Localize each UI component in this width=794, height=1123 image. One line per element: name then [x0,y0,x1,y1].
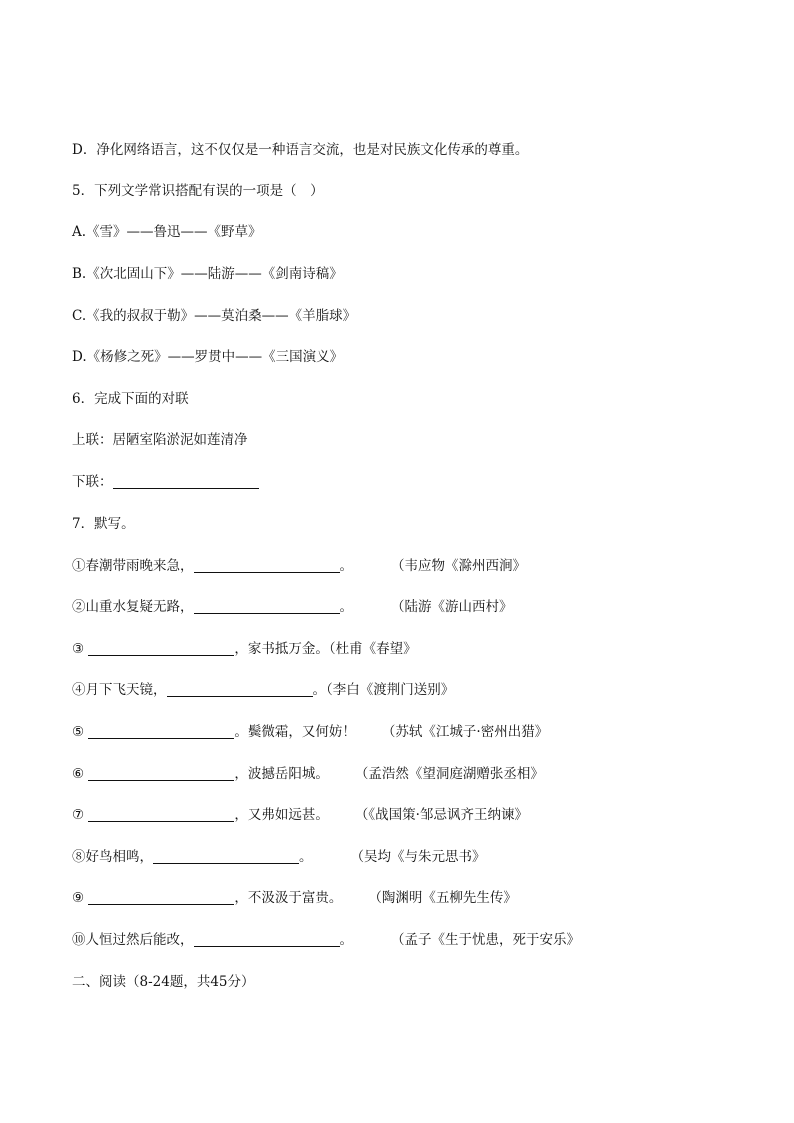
item-suffix: ，不汲汲于富贵。 [234,890,343,906]
item-suffix: ，又弗如远甚。 [234,807,329,823]
item-prefix: ①春潮带雨晚来急， [72,558,194,574]
q6-stem: 6．完成下面的对联 [72,391,189,407]
answer-blank[interactable] [113,474,259,489]
item-prefix: ⑤ [72,724,89,740]
q7-item-3 [72,639,754,659]
item-prefix: ②山重水复疑无路， [72,599,194,615]
item-prefix: ⑥ [72,766,89,782]
answer-blank[interactable] [194,599,340,614]
item-prefix: ⑩人恒过然后能改， [72,932,194,948]
answer-blank[interactable] [88,724,234,739]
section-2-title: 二、阅读（8-24题，共45分） [72,974,255,990]
q5-option-c: C.《我的叔叔于勒》——莫泊桑——《羊脂球》 [72,308,357,324]
answer-blank[interactable] [88,641,234,656]
item-prefix: ④月下飞天镜， [72,682,167,698]
item-suffix: ，波撼岳阳城。 [234,766,329,782]
item-prefix: ③ [72,641,89,657]
q5-option-a: A.《雪》——鲁迅——《野草》 [72,224,262,240]
item-source: （孟子《生于忧患，死于安乐》 [391,932,580,948]
item-prefix: ⑨ [72,890,89,906]
item-suffix: 。 [339,932,353,948]
item-source: （韦应物《滁州西涧》 [391,558,526,574]
q7-item-9 [72,888,754,908]
item-suffix: 。 [299,849,313,865]
answer-blank[interactable] [167,682,313,697]
q6-lower-couplet [72,472,754,492]
item-source: （陆游《游山西村》 [391,599,513,615]
item-suffix: 。 [312,682,326,698]
item-suffix: 。鬓微霜，又何妨！ [234,724,356,740]
q7-item-6 [72,764,754,784]
item-source: （苏轼《江城子·密州出猎》 [381,724,549,740]
q6-lower-label: 下联： [72,474,113,490]
item-suffix: 。 [339,558,353,574]
q5-stem: 5．下列文学常识搭配有误的一项是（ ） [72,183,324,199]
q5-option-b: B.《次北固山下》——陆游——《剑南诗稿》 [72,266,343,282]
q7-item-5 [72,722,754,742]
item-prefix: ⑦ [72,807,89,823]
q6-upper-couplet: 上联：居陋室陷淤泥如莲清净 [72,432,248,448]
q7-item-8 [72,847,754,867]
q7-item-1 [72,556,754,576]
item-source: （陶渊明《五柳先生传》 [368,890,517,906]
item-suffix: 。 [339,599,353,615]
item-suffix: ，家书抵万金。 [234,641,329,657]
q7-item-7 [72,805,754,825]
q5-option-d: D.《杨修之死》——罗贯中——《三国演义》 [72,349,344,365]
q4-option-d: D．净化网络语言，这不仅仅是一种语言交流，也是对民族文化传承的尊重。 [72,142,529,158]
answer-blank[interactable] [194,932,340,947]
item-source: （杜甫《春望》 [328,641,417,657]
item-prefix: ⑧好鸟相鸣， [72,849,153,865]
item-source: （吴均《与朱元思书》 [350,849,486,865]
q7-item-10 [72,930,754,950]
q7-item-2 [72,597,754,617]
answer-blank[interactable] [88,807,234,822]
answer-blank[interactable] [153,849,299,864]
q7-item-4 [72,680,754,700]
q7-stem: 7．默写。 [72,516,135,532]
answer-blank[interactable] [88,766,234,781]
item-source: （《战国策·邹忌讽齐王纳谏》 [354,807,528,823]
answer-blank[interactable] [88,890,234,905]
answer-blank[interactable] [194,558,340,573]
item-source: （李白《渡荆门送别》 [326,682,455,698]
item-source: （孟浩然《望洞庭湖赠张丞相》 [354,766,544,782]
